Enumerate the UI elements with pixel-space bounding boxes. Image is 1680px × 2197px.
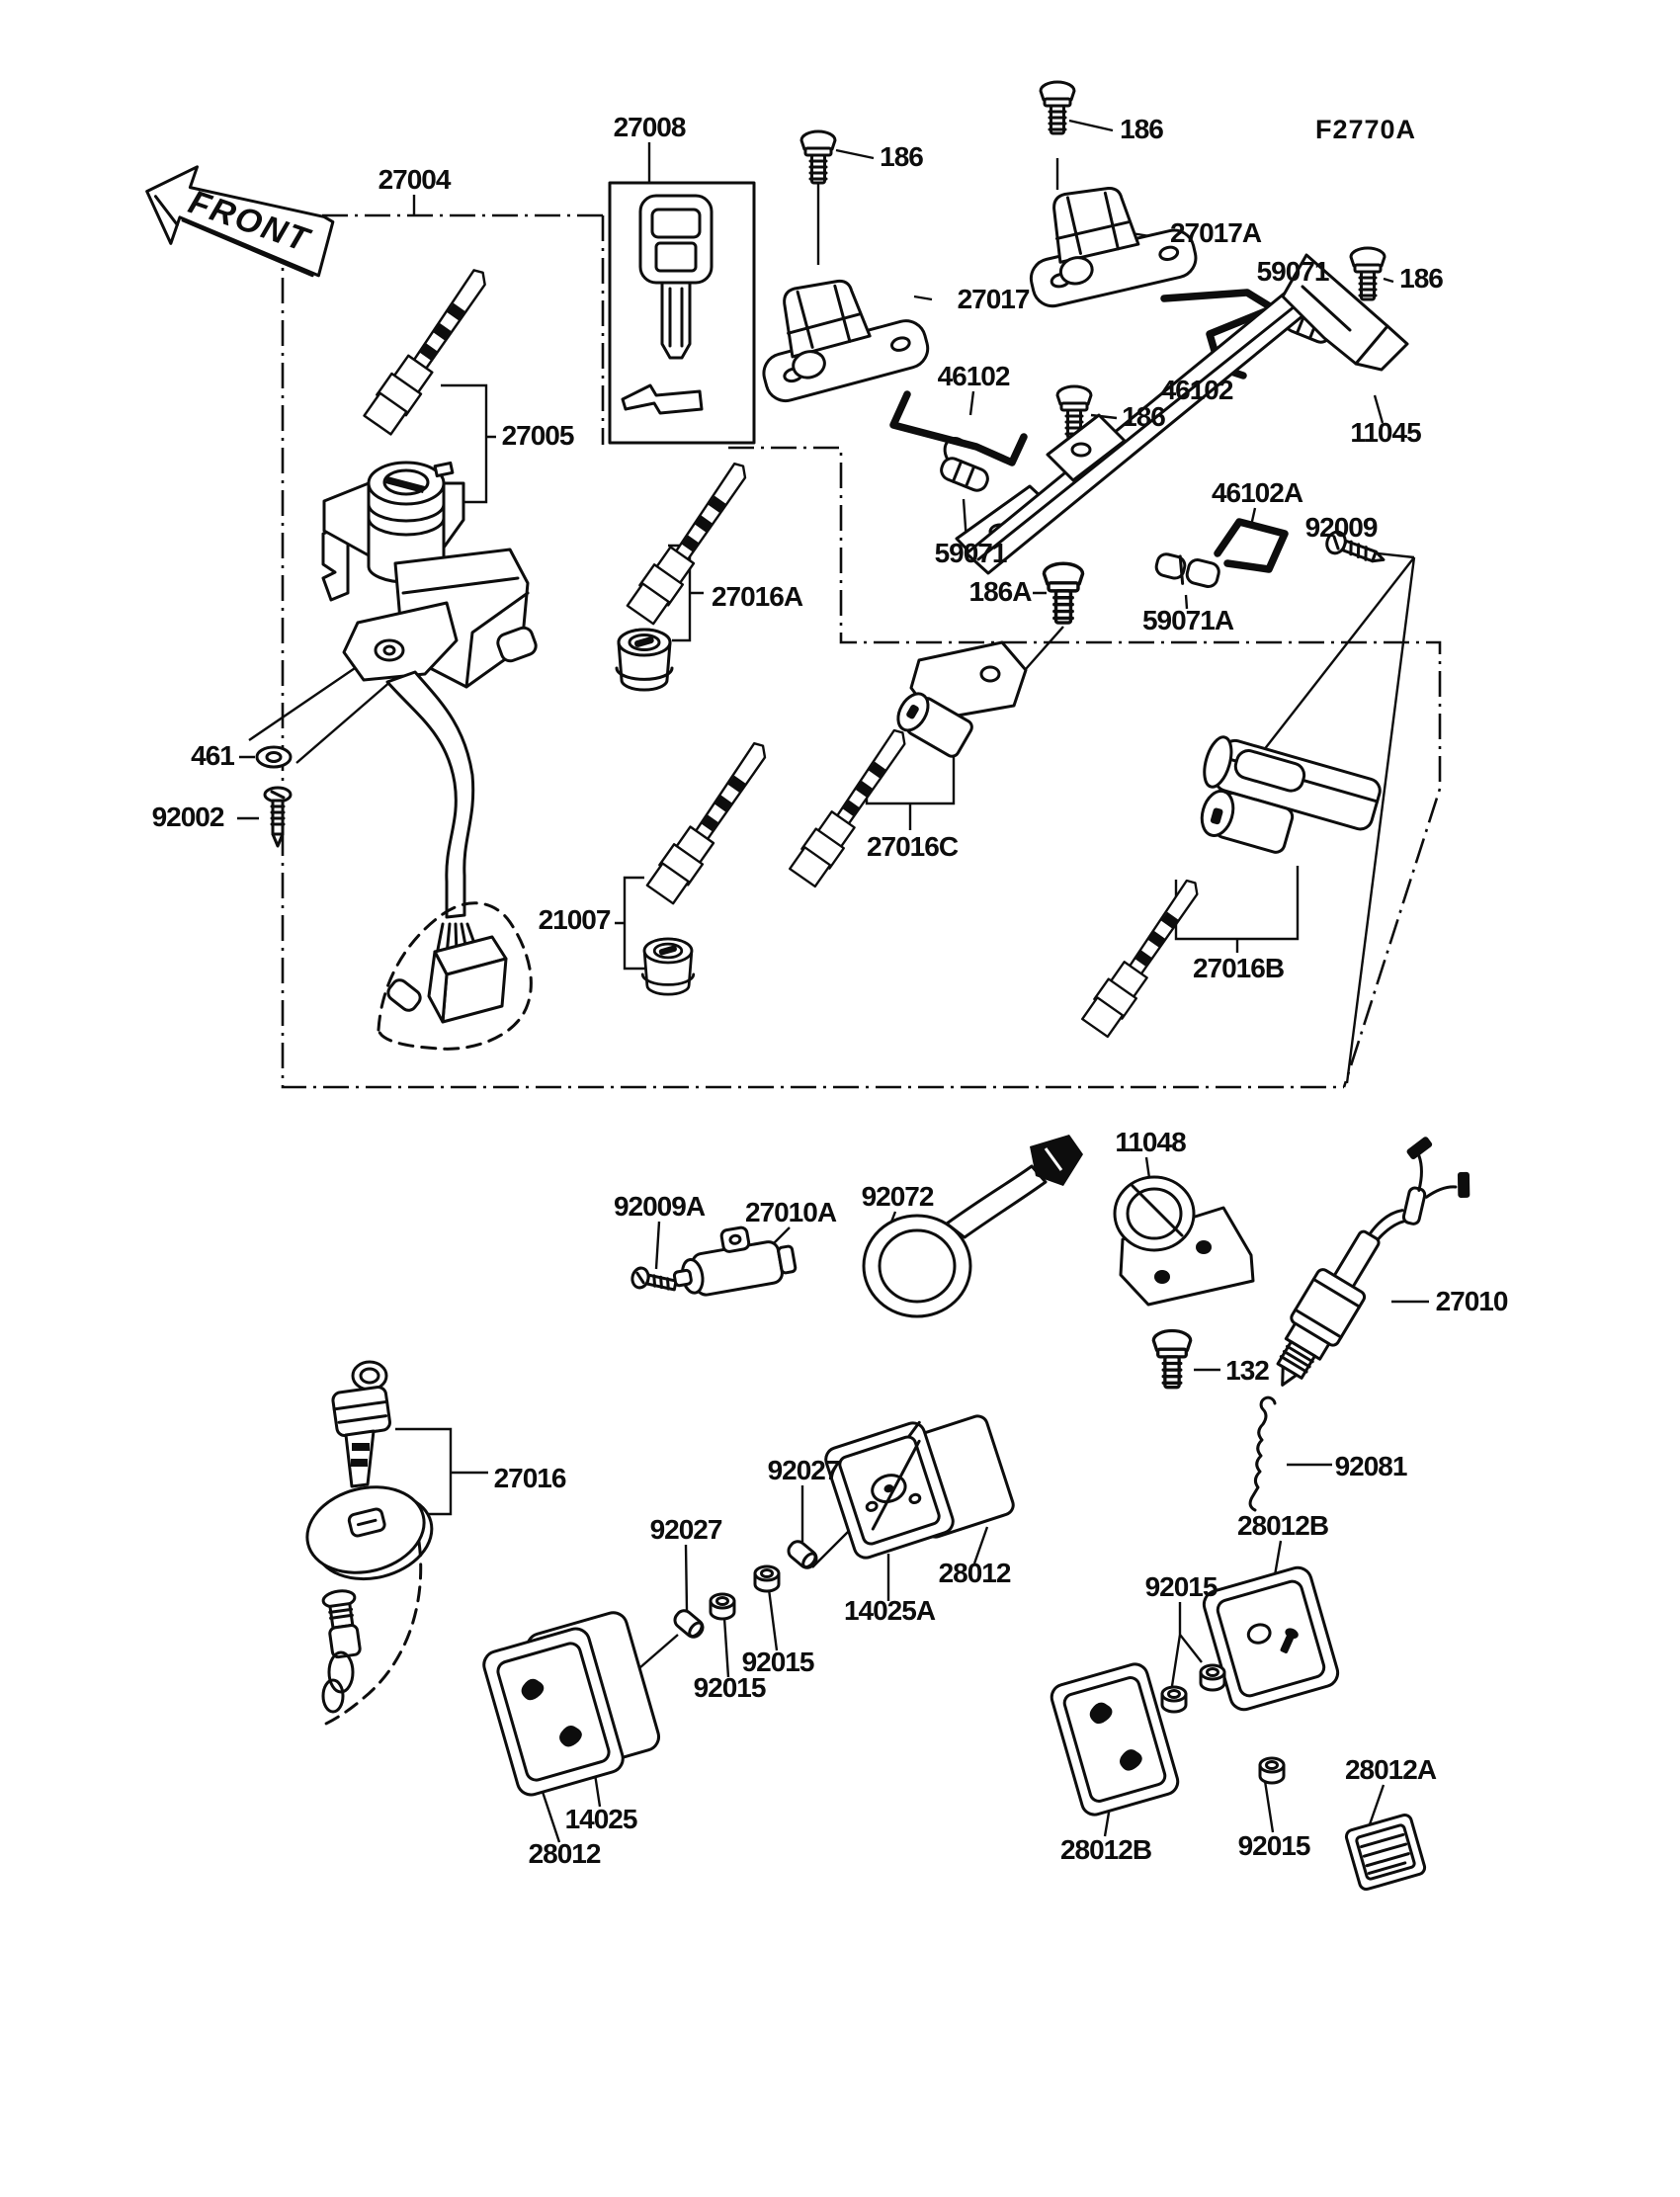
key-set-box (610, 183, 754, 443)
helmet-lock-27016B (1187, 734, 1383, 877)
screw-92002 (265, 788, 291, 846)
rod-46102-1 (893, 394, 1024, 463)
switch-cable (387, 672, 473, 917)
part-label-92015: 92015 (1237, 1830, 1310, 1861)
bolt-186A (1044, 563, 1082, 623)
key-27005 (365, 270, 485, 434)
bolt-186-3 (1351, 248, 1385, 299)
part-label-27016: 27016 (493, 1463, 566, 1493)
cylinder-21007 (642, 939, 694, 994)
nut-92015-4 (1162, 1687, 1186, 1712)
cable-loop-92072 (861, 1135, 1083, 1316)
bolt-186-2 (1041, 82, 1074, 133)
clamp-59071A (1154, 550, 1221, 591)
grommet-11048 (1115, 1177, 1253, 1305)
part-label-59071: 59071 (934, 538, 1007, 568)
part-label-28012B: 28012B (1059, 1834, 1152, 1865)
part-label-27008: 27008 (613, 112, 686, 142)
figure-code: F2770A (1314, 115, 1417, 144)
nut-92015-3 (1201, 1665, 1224, 1690)
grille-28012A (1345, 1814, 1426, 1891)
cylinder-27016A (617, 630, 672, 690)
part-label-59071A: 59071A (1141, 605, 1234, 635)
part-label-27004: 27004 (378, 164, 451, 195)
key-27016C (790, 730, 904, 887)
screw-92009A (630, 1267, 677, 1296)
key-27016B (1082, 881, 1197, 1037)
latch-27017 (744, 259, 932, 405)
part-label-28012B: 28012B (1236, 1510, 1329, 1541)
switch-27010 (1259, 1124, 1486, 1418)
part-label-461: 461 (191, 740, 234, 771)
washer-461 (257, 747, 291, 767)
part-label-92015: 92015 (741, 1647, 814, 1677)
nut-92015-1 (711, 1594, 734, 1619)
cover-28012B-left (1049, 1661, 1181, 1817)
part-label-28012A: 28012A (1344, 1754, 1437, 1785)
part-label-27017A: 27017A (1169, 217, 1262, 248)
rod-46102A (1218, 522, 1285, 569)
part-label-14025: 14025 (564, 1804, 637, 1834)
bolt-132 (1153, 1331, 1190, 1388)
part-label-92081: 92081 (1334, 1451, 1407, 1481)
part-label-46102A: 46102A (1211, 477, 1303, 508)
ignition-switch (323, 463, 539, 1049)
part-label-27010: 27010 (1435, 1286, 1508, 1316)
part-label-27016B: 27016B (1192, 953, 1285, 983)
part-label-27017: 27017 (957, 284, 1030, 314)
part-label-28012: 28012 (528, 1838, 601, 1869)
part-label-59071: 59071 (1256, 256, 1329, 287)
part-label-14025A: 14025A (843, 1595, 936, 1626)
fob-plug (322, 1589, 363, 1658)
part-label-186: 186 (1122, 401, 1165, 432)
part-label-186: 186 (880, 141, 923, 172)
part-label-186A: 186A (968, 576, 1032, 607)
front-arrow-label: FRONT (184, 183, 315, 260)
part-label-186: 186 (1120, 114, 1163, 144)
part-label-92009A: 92009A (613, 1191, 706, 1222)
part-label-132: 132 (1225, 1355, 1269, 1386)
part-label-46102: 46102 (937, 361, 1010, 391)
part-label-92027: 92027 (767, 1455, 840, 1485)
spare-key-27016 (298, 1362, 442, 1724)
part-label-92072: 92072 (861, 1181, 934, 1212)
part-label-92015: 92015 (1144, 1571, 1218, 1602)
part-label-27016C: 27016C (866, 831, 959, 862)
switch-connector (385, 924, 506, 1022)
part-label-28012: 28012 (938, 1558, 1011, 1588)
front-arrow (133, 154, 339, 293)
part-label-92009: 92009 (1304, 512, 1378, 543)
part-label-11045: 11045 (1350, 417, 1421, 448)
key-21007 (647, 743, 765, 903)
part-label-46102: 46102 (1160, 375, 1233, 405)
switch-27010A (668, 1220, 798, 1300)
part-label-92002: 92002 (151, 802, 224, 832)
nut-92015-2 (755, 1566, 779, 1591)
part-label-186: 186 (1399, 263, 1443, 294)
spring-92081 (1250, 1397, 1275, 1510)
part-label-27005: 27005 (501, 420, 574, 451)
nut-92015-5 (1260, 1758, 1284, 1783)
cover-28012B-right (1201, 1564, 1341, 1713)
bolt-186-1 (801, 131, 835, 183)
part-label-21007: 21007 (538, 904, 611, 935)
part-label-27016A: 27016A (711, 581, 803, 612)
part-label-92015: 92015 (693, 1672, 766, 1703)
seat-lock-27016C (892, 642, 1026, 759)
part-label-27010A: 27010A (744, 1197, 837, 1227)
part-label-92027: 92027 (649, 1514, 722, 1545)
part-label-11048: 11048 (1115, 1127, 1186, 1157)
